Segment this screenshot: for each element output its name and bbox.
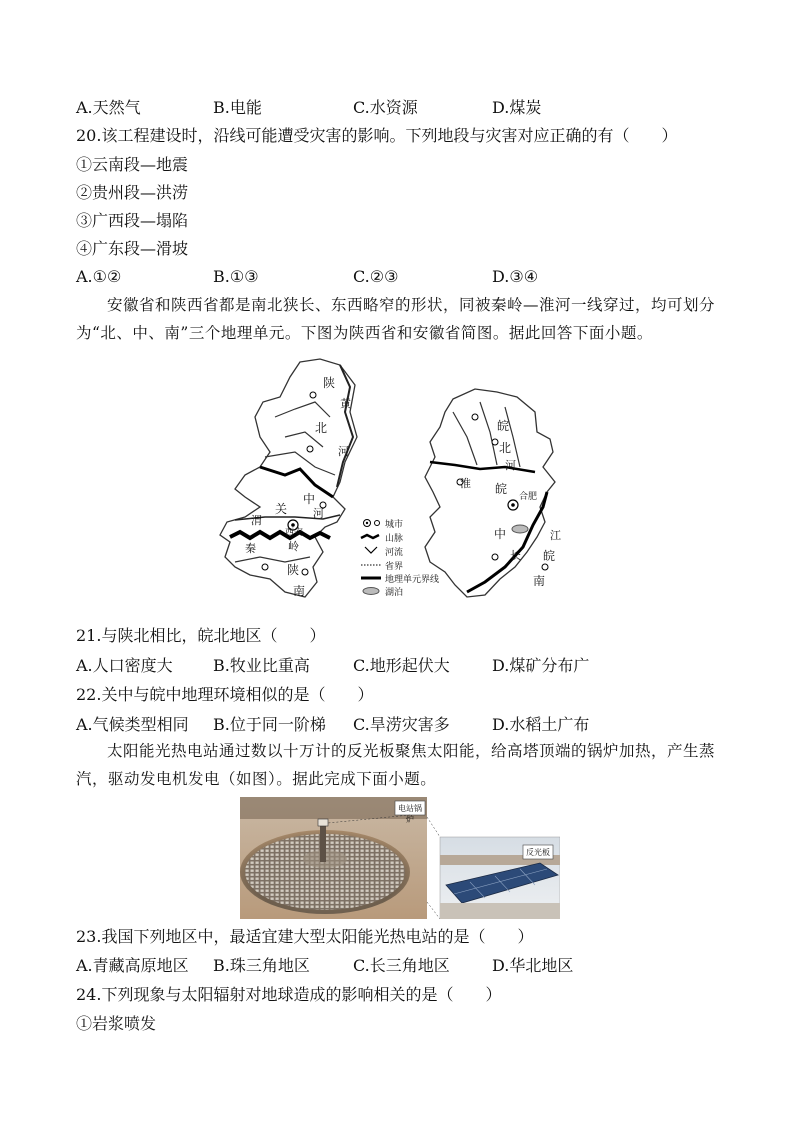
q23-option-d: D.华北地区	[492, 956, 574, 975]
map-intro-paragraph: 安徽省和陕西省都是南北狭长、东西略窄的形状，同被秦岭—淮河一线穿过，均可划分为“北、中、南”三个地理单元。下图为陕西省和安徽省简图。据此回答下面小题。	[76, 296, 716, 342]
q23-option-a: A.青藏高原地区	[76, 956, 189, 975]
q20-item-2: ②贵州段—洪涝	[76, 183, 189, 202]
label-zhong2: 中	[494, 527, 507, 541]
q21-option-a: A.人口密度大	[76, 656, 173, 675]
label-wan2: 皖	[495, 482, 508, 496]
label-wei: 渭	[251, 514, 262, 527]
label-qin: 秦	[245, 542, 256, 555]
province-map	[205, 357, 610, 607]
label-huai: 淮	[460, 477, 471, 490]
label-guan: 关	[275, 502, 288, 516]
q20-item-1: ①云南段—地震	[76, 155, 189, 174]
label-hefei: 合肥	[519, 492, 538, 502]
q23-option-c: C.长三角地区	[353, 956, 450, 975]
legend-province-border: 省界	[385, 562, 404, 572]
q22-option-d: D.水稻土广布	[492, 715, 590, 734]
legend-unit-boundary: 地理单元界线	[385, 575, 440, 585]
q20-option-d: D.③④	[492, 267, 539, 286]
label-he3: 河	[505, 459, 516, 472]
label-shaan2: 陕	[287, 563, 300, 577]
legend-lake: 湖泊	[385, 588, 404, 598]
label-xian: 西安	[285, 528, 304, 538]
label-nan2: 南	[533, 574, 546, 588]
label-bei2: 北	[499, 441, 512, 455]
solar-tower	[320, 822, 326, 862]
q19-option-c: C.水资源	[353, 98, 418, 117]
label-wan3: 皖	[543, 549, 556, 563]
city-marker	[307, 446, 313, 452]
q24-item-1: ①岩浆喷发	[76, 1014, 157, 1033]
q22-option-b: B.位于同一阶梯	[213, 715, 326, 734]
city-marker	[492, 439, 498, 445]
label-shaan: 陕	[323, 376, 336, 390]
tower-label: 电站锅炉	[398, 804, 422, 824]
province-map-figure	[205, 357, 610, 607]
city-marker	[262, 564, 268, 570]
label-jiang: 江	[550, 529, 561, 542]
q22-option-a: A.气候类型相同	[76, 715, 189, 734]
legend-mountain: 山脉	[385, 534, 404, 544]
city-marker	[472, 414, 478, 420]
chaohu-lake	[512, 525, 528, 533]
q22-option-c: C.旱涝灾害多	[353, 715, 450, 734]
solar-plant-figure	[240, 797, 560, 919]
q19-option-b: B.电能	[213, 98, 262, 117]
label-he: 河	[338, 445, 349, 458]
q20-item-3: ③广西段—塌陷	[76, 211, 189, 230]
q21-stem: 21.与陕北相比，皖北地区（ ）	[76, 626, 326, 645]
label-bei: 北	[315, 421, 328, 435]
legend-river: 河流	[385, 548, 404, 558]
q19-option-a: A.天然气	[76, 98, 141, 117]
label-zhong: 中	[303, 492, 316, 506]
q23-stem: 23.我国下列地区中，最适宜建大型太阳能光热电站的是（ ）	[76, 927, 534, 946]
city-marker	[302, 569, 308, 575]
label-wan: 皖	[497, 419, 510, 433]
label-chang: 长	[510, 549, 521, 562]
q24-stem: 24.下列现象与太阳辐射对地球造成的影响相关的是（ ）	[76, 985, 502, 1004]
label-he2: 河	[313, 507, 324, 520]
q20-option-a: A.①②	[76, 267, 122, 286]
q21-option-b: B.牧业比重高	[213, 656, 310, 675]
q19-option-d: D.煤炭	[492, 98, 542, 117]
q22-stem: 22.关中与皖中地理环境相似的是（ ）	[76, 685, 374, 704]
city-marker	[542, 564, 548, 570]
solar-intro-paragraph: 太阳能光热电站通过数以十万计的反光板聚焦太阳能，给高塔顶端的锅炉加热，产生蒸汽，驱动发电机发电（如图）。据此完成下面小题。	[76, 742, 716, 788]
q21-option-d: D.煤矿分布广	[492, 656, 590, 675]
q20-item-4: ④广东段—滑坡	[76, 239, 189, 258]
label-ling: 岭	[288, 540, 299, 553]
city-marker	[492, 554, 498, 560]
q20-option-b: B.①③	[213, 267, 259, 286]
q20-stem: 20.该工程建设时，沿线可能遭受灾害的影响。下列地段与灾害对应正确的有（ ）	[76, 126, 678, 145]
label-nan: 南	[293, 584, 306, 598]
label-huang: 黄	[340, 397, 351, 410]
city-marker	[310, 392, 316, 398]
legend-city: 城市	[385, 520, 404, 530]
q21-option-c: C.地形起伏大	[353, 656, 450, 675]
panel-label: 反光板	[526, 848, 550, 857]
q20-option-c: C.②③	[353, 267, 399, 286]
q23-option-b: B.珠三角地区	[213, 956, 310, 975]
